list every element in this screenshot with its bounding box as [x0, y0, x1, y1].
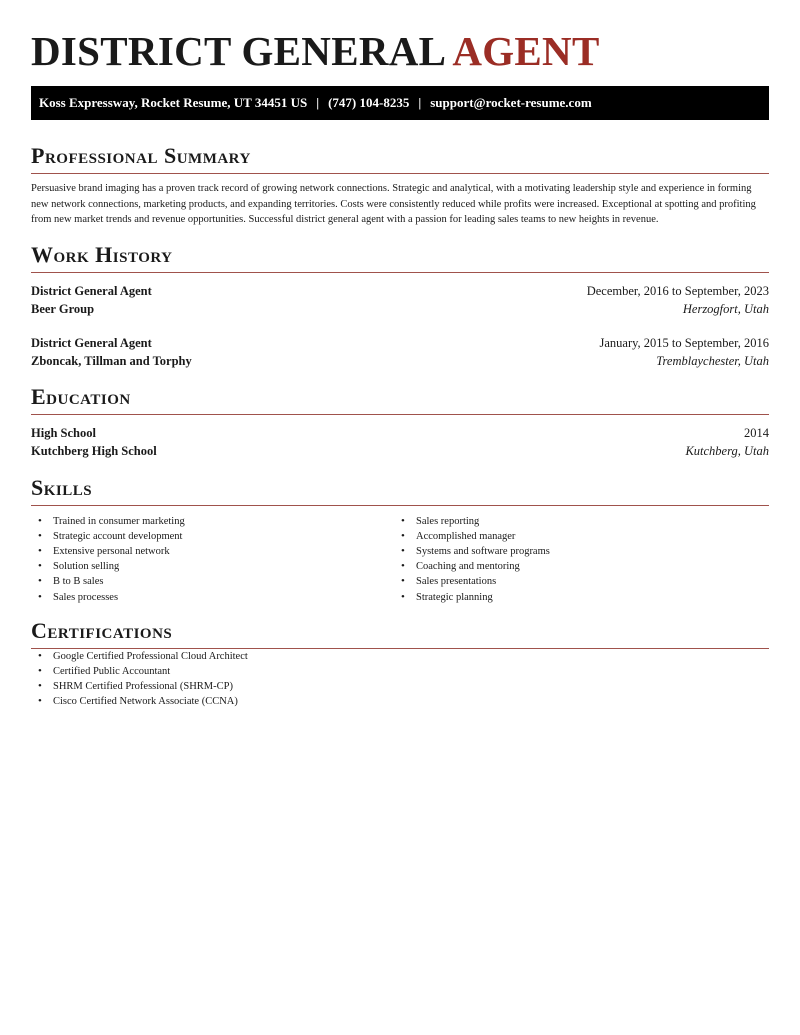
section-title-certifications: Certifications — [31, 617, 173, 643]
resume-page — [31, 0, 769, 710]
skills-list-left — [31, 514, 394, 605]
certification-item: • Certified Public Accountant — [31, 664, 769, 679]
skill-item: • Coaching and mentoring — [394, 559, 757, 574]
school-location: Kutchberg, Utah — [685, 443, 769, 458]
skill-item: • Systems and software programs — [394, 544, 757, 559]
name-first-part: DISTRICT GENERAL — [31, 28, 447, 74]
candidate-name — [31, 0, 769, 80]
section-divider — [31, 272, 769, 273]
certification-item: • SHRM Certified Professional (SHRM-CP) — [31, 679, 769, 694]
section-title-skills: Skills — [31, 474, 93, 500]
work-entry — [31, 282, 769, 318]
skill-item: • Strategic planning — [394, 590, 757, 605]
section-divider — [31, 173, 769, 174]
school-name: Kutchberg High School — [31, 443, 157, 458]
education-section — [31, 384, 769, 460]
contact-address: Koss Expressway, Rocket Resume, UT 34451 US — [39, 95, 308, 110]
summary-text: Persuasive brand imaging has a proven track record of growing network connections. Strategic and analytical, with a motivating leadership style and experience in forming new network connections, marketing products, and expanding territories. Costs were consistently reduced while profits were increased. Exceptional at spotting and profiting from new market trends and revenue opportunities. Successful district general agent with a passion for leading sales teams to new heights in revenue. — [31, 183, 756, 225]
skill-item: • Sales processes — [31, 590, 394, 605]
skills-section — [31, 475, 769, 605]
certification-item: • Google Certified Professional Cloud Architect — [31, 649, 769, 664]
skills-list-right — [394, 514, 757, 605]
skill-item: • Solution selling — [31, 559, 394, 574]
graduation-year: 2014 — [744, 425, 769, 440]
work-history-section — [31, 242, 769, 370]
company-name: Zboncak, Tillman and Torphy — [31, 353, 192, 368]
contact-phone: (747) 104-8235 — [328, 95, 410, 110]
certifications-section — [31, 618, 769, 710]
certification-item: • Cisco Certified Network Associate (CCNA) — [31, 694, 769, 709]
contact-separator: | — [316, 95, 320, 110]
skill-item: • Extensive personal network — [31, 544, 394, 559]
skill-item: • Trained in consumer marketing — [31, 514, 394, 529]
skill-item: • Accomplished manager — [394, 529, 757, 544]
job-dates: January, 2015 to September, 2016 — [599, 335, 769, 350]
section-divider — [31, 414, 769, 415]
section-title-education: Education — [31, 383, 131, 409]
certifications-list — [31, 649, 769, 710]
job-title: District General Agent — [31, 283, 152, 298]
contact-email: support@rocket-resume.com — [430, 95, 592, 110]
work-entry — [31, 334, 769, 370]
job-location: Herzogfort, Utah — [682, 301, 769, 316]
skill-item: • B to B sales — [31, 574, 394, 589]
job-location: Tremblaychester, Utah — [656, 353, 769, 368]
section-title-work: Work History — [31, 241, 173, 267]
skill-item: • Sales reporting — [394, 514, 757, 529]
education-entry — [31, 424, 769, 460]
skills-columns — [31, 514, 769, 605]
skill-item: • Sales presentations — [394, 574, 757, 589]
job-dates: December, 2016 to September, 2023 — [586, 283, 769, 298]
professional-summary-section — [31, 143, 769, 228]
section-title-summary: Professional Summary — [31, 143, 251, 168]
name-last-part: AGENT — [452, 28, 600, 74]
section-divider — [31, 505, 769, 506]
company-name: Beer Group — [31, 301, 95, 316]
job-title: District General Agent — [31, 335, 152, 350]
skills-column-left — [31, 514, 394, 605]
degree-name: High School — [31, 425, 96, 440]
skills-column-right — [394, 514, 757, 605]
contact-separator: | — [418, 95, 422, 110]
skill-item: • Strategic account development — [31, 529, 394, 544]
contact-bar — [31, 86, 769, 120]
